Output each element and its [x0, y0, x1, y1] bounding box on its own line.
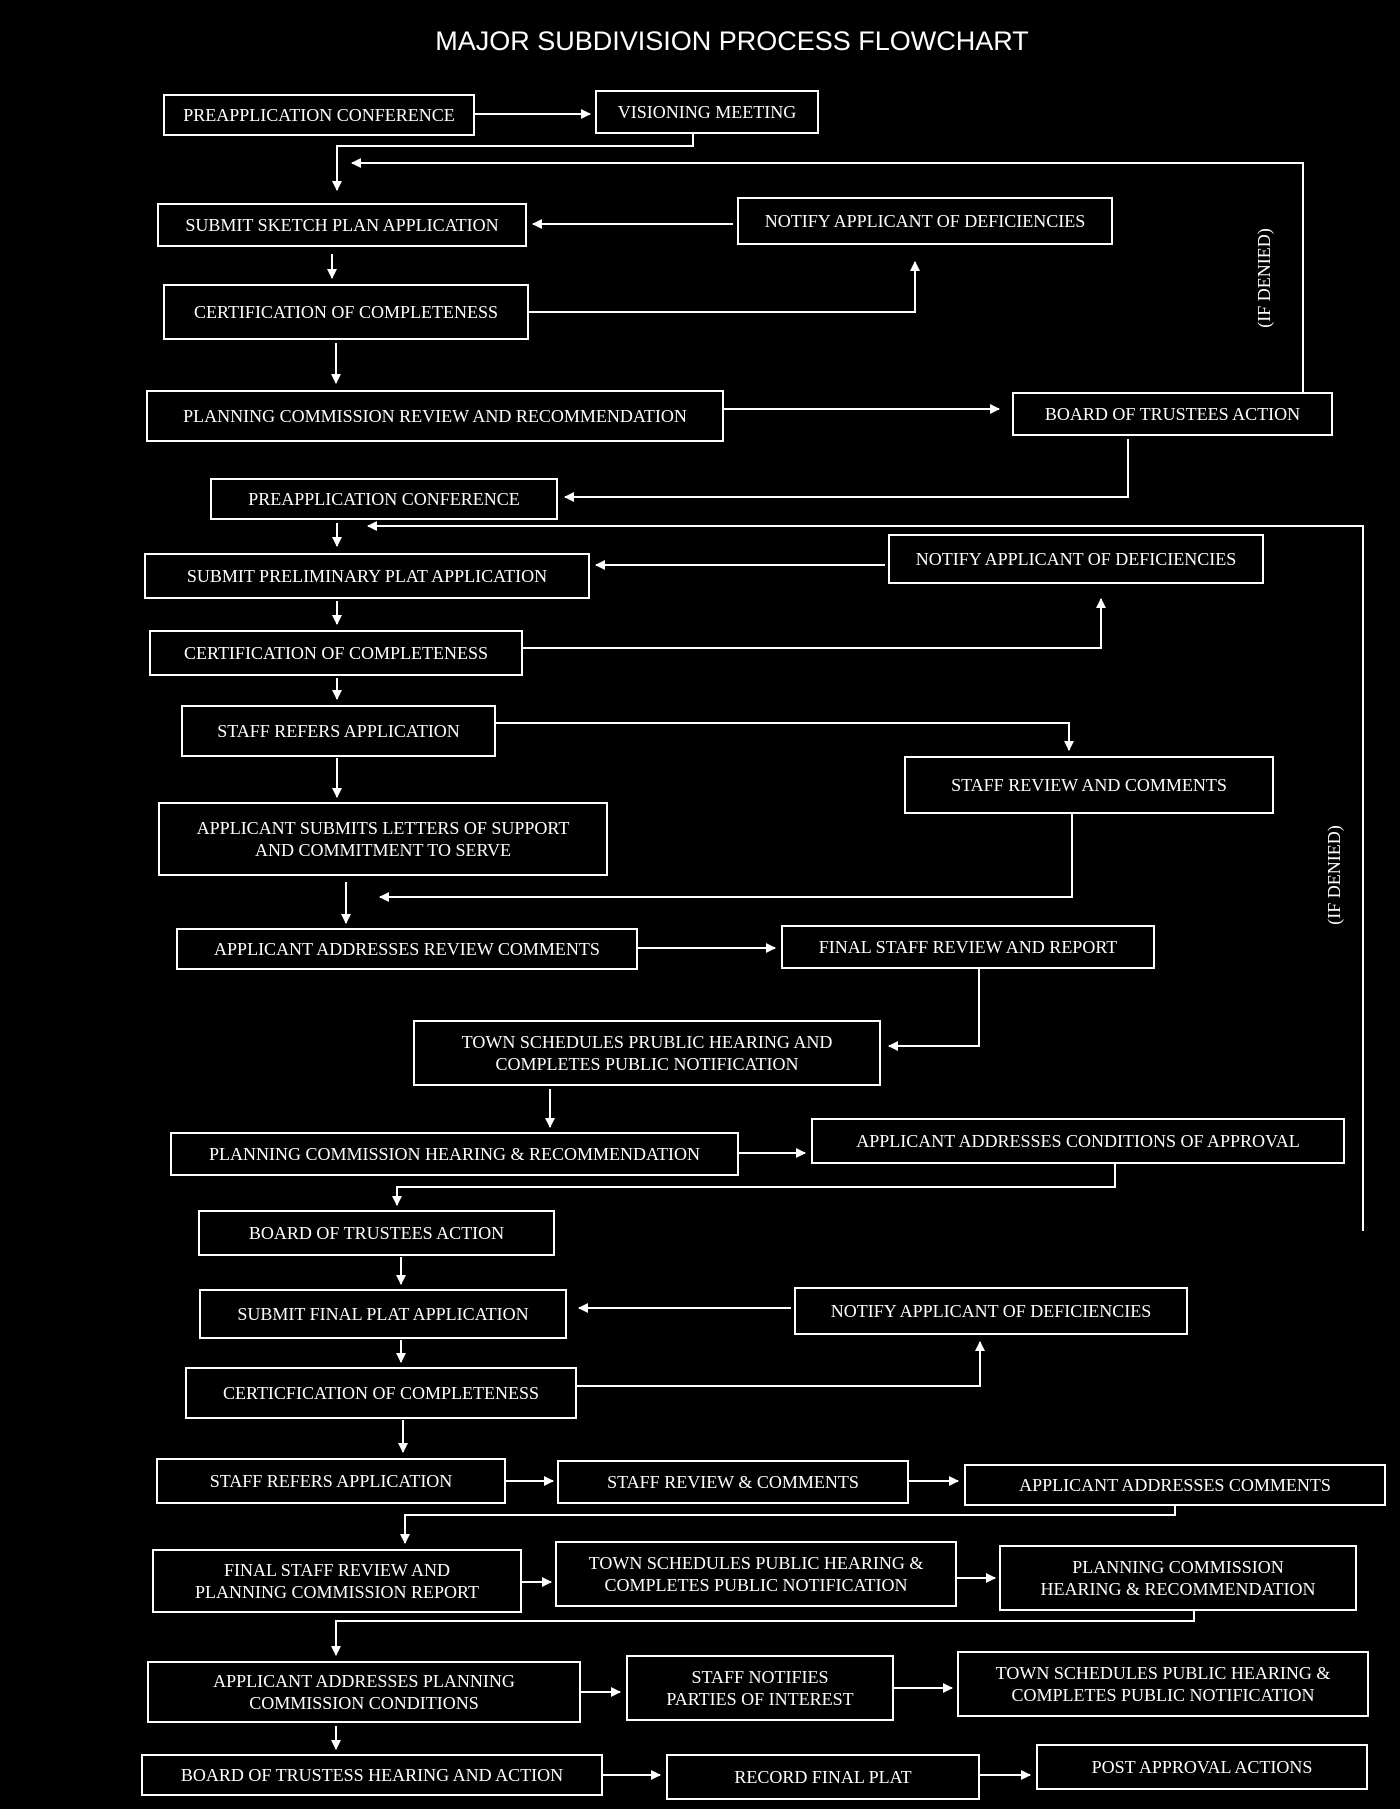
process-box-label: BOARD OF TRUSTESS HEARING AND ACTION	[180, 1765, 564, 1785]
process-box-border	[1000, 1546, 1356, 1610]
process-box-label: COMPLETES PUBLIC NOTIFICATION	[495, 1054, 799, 1074]
process-box-label: BOARD OF TRUSTEES ACTION	[1044, 404, 1301, 424]
arrow-connector	[337, 133, 693, 190]
process-box-label: SUBMIT FINAL PLAT APPLICATION	[237, 1304, 529, 1324]
process-box-label: NOTIFY APPLICANT OF DEFICIENCIES	[915, 549, 1237, 569]
process-box-visioning	[596, 91, 818, 133]
process-box-label: BOARD OF TRUSTEES ACTION	[248, 1223, 505, 1243]
process-box-notify1	[738, 198, 1112, 244]
process-box-label: TOWN SCHEDULES PUBLIC HEARING &	[588, 1553, 924, 1573]
process-box-pc-hearing2	[1000, 1546, 1356, 1610]
process-box-post	[1037, 1745, 1367, 1789]
process-box-notify3	[795, 1288, 1187, 1334]
if-denied-label-1: (IF DENIED)	[1254, 228, 1274, 328]
flowchart-title: MAJOR SUBDIVISION PROCESS FLOWCHART	[435, 26, 1029, 56]
process-box-label: FINAL STAFF REVIEW AND REPORT	[818, 937, 1118, 957]
arrow-connector	[565, 439, 1128, 497]
process-box-final-plat	[200, 1290, 566, 1338]
process-box-preapp1	[164, 95, 474, 135]
arrow-connector	[495, 723, 1069, 750]
arrow-connector	[889, 968, 979, 1046]
process-box-border	[159, 803, 607, 875]
arrow-connector	[576, 1342, 980, 1386]
process-box-label: PLANNING COMMISSION REVIEW AND RECOMMENDATION	[183, 406, 687, 426]
process-box-label: PLANNING COMMISSION	[1072, 1557, 1284, 1577]
process-box-label: APPLICANT ADDRESSES PLANNING	[213, 1671, 515, 1691]
process-box-review2	[558, 1461, 908, 1503]
process-box-cert2	[150, 631, 522, 675]
process-box-conditions	[812, 1119, 1344, 1163]
process-box-label: CERTICFICATION OF COMPLETENESS	[223, 1383, 539, 1403]
process-box-bot2	[199, 1211, 554, 1255]
process-box-hearing-sched1	[414, 1021, 880, 1085]
process-box-final-review1	[782, 926, 1154, 968]
process-box-hearing-sched2	[556, 1542, 956, 1606]
process-box-label: STAFF REFERS APPLICATION	[209, 1471, 453, 1491]
arrow-connector	[528, 262, 915, 312]
process-box-review1	[905, 757, 1273, 813]
process-box-addresses2	[965, 1465, 1385, 1505]
process-box-pc-review	[147, 391, 723, 441]
process-box-label: AND COMMITMENT TO SERVE	[254, 840, 512, 860]
process-box-label: RECORD FINAL PLAT	[734, 1767, 912, 1787]
process-box-label: STAFF REFERS APPLICATION	[217, 721, 460, 741]
process-box-label: APPLICANT ADDRESSES CONDITIONS OF APPROVAL	[856, 1131, 1300, 1151]
process-box-label: APPLICANT SUBMITS LETTERS OF SUPPORT	[196, 818, 570, 838]
process-box-preapp2	[211, 479, 557, 519]
process-box-label: APPLICANT ADDRESSES COMMENTS	[1019, 1475, 1331, 1495]
process-box-label: COMPLETES PUBLIC NOTIFICATION	[1011, 1685, 1315, 1705]
process-boxes	[142, 91, 1385, 1799]
process-box-label: SUBMIT PRELIMINARY PLAT APPLICATION	[186, 566, 548, 586]
process-box-label: COMMISSION CONDITIONS	[249, 1693, 479, 1713]
if-denied-label-2: (IF DENIED)	[1324, 825, 1344, 925]
process-box-bot1	[1013, 393, 1332, 435]
process-box-record	[667, 1755, 979, 1799]
process-box-border	[414, 1021, 880, 1085]
process-box-border	[958, 1652, 1368, 1716]
process-box-label: PREAPPLICATION CONFERENCE	[183, 105, 455, 125]
process-box-label: NOTIFY APPLICANT OF DEFICIENCIES	[764, 211, 1086, 231]
process-box-label: NOTIFY APPLICANT OF DEFICIENCIES	[830, 1301, 1152, 1321]
process-box-bot-hearing	[142, 1755, 602, 1795]
process-box-pc-hearing1	[171, 1133, 738, 1175]
process-box-cert1	[164, 285, 528, 339]
process-box-notify2	[889, 535, 1263, 583]
process-box-pc-conditions	[148, 1662, 580, 1722]
process-box-label: HEARING & RECOMMENDATION	[1040, 1579, 1316, 1599]
process-box-letters	[159, 803, 607, 875]
process-box-notify-parties	[627, 1656, 893, 1720]
process-box-label: FINAL STAFF REVIEW AND	[223, 1560, 451, 1580]
process-box-label: STAFF NOTIFIES	[691, 1667, 829, 1687]
process-box-label: CERTIFICATION OF COMPLETENESS	[184, 643, 488, 663]
process-box-label: PLANNING COMMISSION HEARING & RECOMMENDATION	[208, 1144, 701, 1164]
process-box-label: PREAPPLICATION CONFERENCE	[248, 489, 520, 509]
process-box-label: SUBMIT SKETCH PLAN APPLICATION	[185, 215, 499, 235]
process-box-hearing-sched3	[958, 1652, 1368, 1716]
process-box-label: PARTIES OF INTEREST	[666, 1689, 854, 1709]
process-box-label: VISIONING MEETING	[617, 102, 797, 122]
process-box-label: STAFF REVIEW & COMMENTS	[607, 1472, 859, 1492]
process-box-cert3	[186, 1368, 576, 1418]
arrow-connector	[405, 1505, 1175, 1543]
process-box-label: COMPLETES PUBLIC NOTIFICATION	[604, 1575, 908, 1595]
process-box-label: CERTIFICATION OF COMPLETENESS	[194, 302, 498, 322]
process-box-border	[627, 1656, 893, 1720]
process-box-sketch	[158, 204, 526, 246]
process-box-addresses1	[177, 929, 637, 969]
process-box-prelim	[145, 554, 589, 598]
arrow-connector	[522, 599, 1101, 648]
process-box-label: TOWN SCHEDULES PRUBLIC HEARING AND	[461, 1032, 833, 1052]
process-box-border	[556, 1542, 956, 1606]
process-box-refer2	[157, 1459, 505, 1503]
process-box-label: TOWN SCHEDULES PUBLIC HEARING &	[995, 1663, 1331, 1683]
process-box-label: APPLICANT ADDRESSES REVIEW COMMENTS	[214, 939, 600, 959]
process-box-final-review2	[153, 1550, 521, 1612]
process-box-label: PLANNING COMMISSION REPORT	[195, 1582, 479, 1602]
process-box-refer1	[182, 706, 495, 756]
process-box-label: POST APPROVAL ACTIONS	[1091, 1757, 1313, 1777]
arrow-connector	[336, 1610, 1194, 1655]
process-box-label: STAFF REVIEW AND COMMENTS	[951, 775, 1227, 795]
